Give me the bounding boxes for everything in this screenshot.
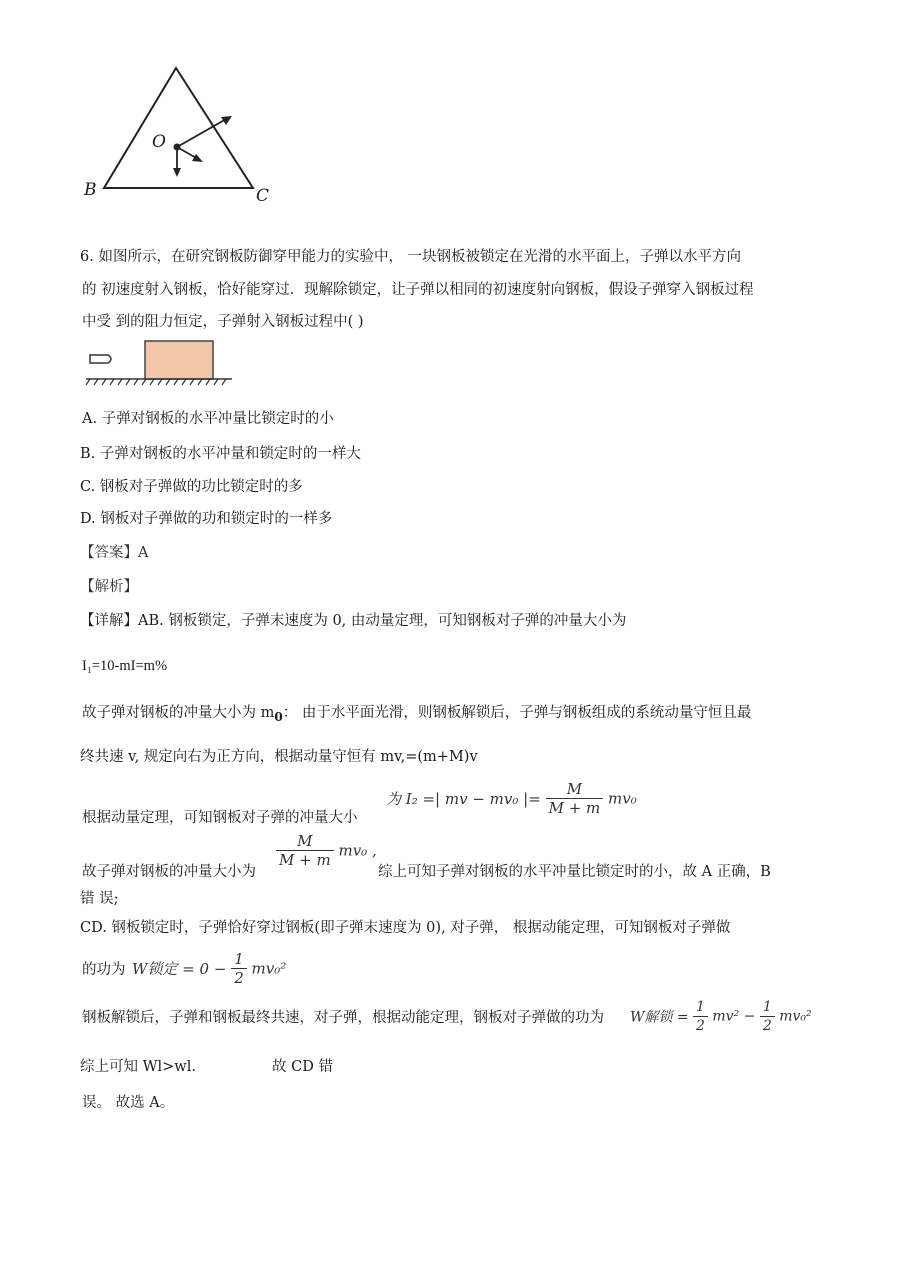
question-line-3: 中受 到的阻力恒定，子弹射入钢板过程中( ) bbox=[82, 314, 364, 330]
work-formula-unlocked bbox=[630, 998, 812, 1035]
bullet-impulse-formula-right: mv₀ , bbox=[338, 841, 377, 860]
work-unlocked-mid: mv² − bbox=[712, 1008, 756, 1025]
detail-p1: 【详解】AB. 钢板锁定，子弹末速度为 0, 由动量定理，可知钢板对子弹的冲量大小为 bbox=[80, 613, 627, 629]
detail-p4: 终共速 v, 规定向右为正方向，根据动量守恒有 mv,=(m+M)v bbox=[80, 749, 478, 765]
label-o: O bbox=[152, 132, 166, 152]
impulse-fraction-num: M bbox=[546, 780, 604, 799]
detail-p11b: 故 CD 错 bbox=[272, 1059, 333, 1075]
work-formula-locked bbox=[132, 950, 286, 987]
detail-p9: 的功为 bbox=[82, 962, 126, 978]
option-a: A. 子弹对钢板的水平冲量比锁定时的小 bbox=[82, 411, 334, 427]
bullet-impulse-fraction bbox=[276, 832, 334, 869]
work-locked-fraction-den: 2 bbox=[234, 969, 244, 987]
option-c: C. 钢板对子弹做的功比锁定时的多 bbox=[80, 479, 303, 495]
impulse-fraction bbox=[546, 780, 604, 817]
detail-p6b: 综上可知子弹对钢板的水平冲量比锁定时的小，故 A 正确，B bbox=[378, 864, 771, 880]
work-unlocked-fraction-2 bbox=[760, 998, 775, 1035]
work-unlocked-right: mv₀² bbox=[779, 1008, 812, 1025]
option-b: B. 子弹对钢板的水平冲量和锁定时的一样大 bbox=[80, 446, 361, 462]
detail-p5: 根据动量定理，可知钢板对子弹的冲量大小 bbox=[82, 810, 358, 826]
detail-p3-b: ： 由于水平面光滑，则钢板解锁后，子弹与钢板组成的系统动量守恒且最 bbox=[282, 705, 752, 721]
detail-p3 bbox=[82, 703, 751, 727]
question-line-2: 的 初速度射入钢板，恰好能穿过．现解除锁定，让子弹以相同的初速度射向钢板，假设子弹穿入钢板过程 bbox=[82, 282, 754, 298]
work-locked-left: W锁定 = 0 − bbox=[132, 960, 227, 978]
label-b: B bbox=[84, 180, 97, 200]
work-unlocked-fraction-2-den: 2 bbox=[762, 1018, 772, 1034]
work-unlocked-fraction-1 bbox=[693, 998, 708, 1035]
impulse-fraction-den: M + m bbox=[548, 799, 601, 817]
impulse-formula-left: 为 I₂ =| mv − mv₀ |= bbox=[386, 790, 541, 808]
detail-p7: 错 误; bbox=[80, 891, 119, 907]
option-d: D. 钢板对子弹做的功和锁定时的一样多 bbox=[80, 511, 333, 527]
work-unlocked-fraction-2-num: 1 bbox=[760, 998, 775, 1017]
bullet-impulse-fraction-num: M bbox=[276, 832, 334, 851]
detail-p3-sub: 0 bbox=[274, 709, 283, 724]
question-line-1: 6. 如图所示，在研究钢板防御穿甲能力的实验中， 一块钢板被锁定在光滑的水平面上，子弹以水平方向 bbox=[80, 249, 742, 265]
work-locked-fraction bbox=[231, 950, 247, 987]
impulse-formula-right: mv₀ bbox=[608, 789, 637, 808]
work-locked-fraction-num: 1 bbox=[231, 950, 247, 969]
detail-p11a: 综上可知 Wl>wl. bbox=[80, 1059, 196, 1075]
detail-p8: CD. 钢板锁定时，子弹恰好穿过钢板(即子弹末速度为 0), 对子弹， 根据动能定理，可知钢板对子弹做 bbox=[80, 920, 731, 936]
triangle-force-figure bbox=[80, 66, 280, 206]
detail-p10: 钢板解锁后，子弹和钢板最终共速，对子弹，根据动能定理，钢板对子弹做的功为 bbox=[82, 1010, 604, 1026]
label-c: C bbox=[256, 186, 270, 206]
impulse-formula-unlocked bbox=[386, 780, 637, 817]
answer-label: 【答案】A bbox=[80, 545, 149, 561]
bullet-plate-figure bbox=[84, 338, 236, 388]
work-unlocked-fraction-1-num: 1 bbox=[693, 998, 708, 1017]
work-unlocked-left: W解锁 = bbox=[630, 1009, 689, 1026]
work-unlocked-fraction-1-den: 2 bbox=[696, 1018, 705, 1034]
detail-p6: 故子弹对钢板的冲量大小为 bbox=[82, 864, 256, 880]
impulse-formula-bullet bbox=[276, 832, 377, 869]
detail-p12: 误。 故选 A。 bbox=[82, 1095, 175, 1111]
analysis-title: 【解析】 bbox=[80, 579, 138, 595]
work-locked-right: mv₀² bbox=[251, 959, 287, 978]
bullet-impulse-fraction-den: M + m bbox=[279, 851, 331, 869]
detail-p3-a: 故子弹对钢板的冲量大小为 m bbox=[82, 705, 275, 721]
detail-p2: I₁=10-mI=m% bbox=[82, 658, 168, 674]
